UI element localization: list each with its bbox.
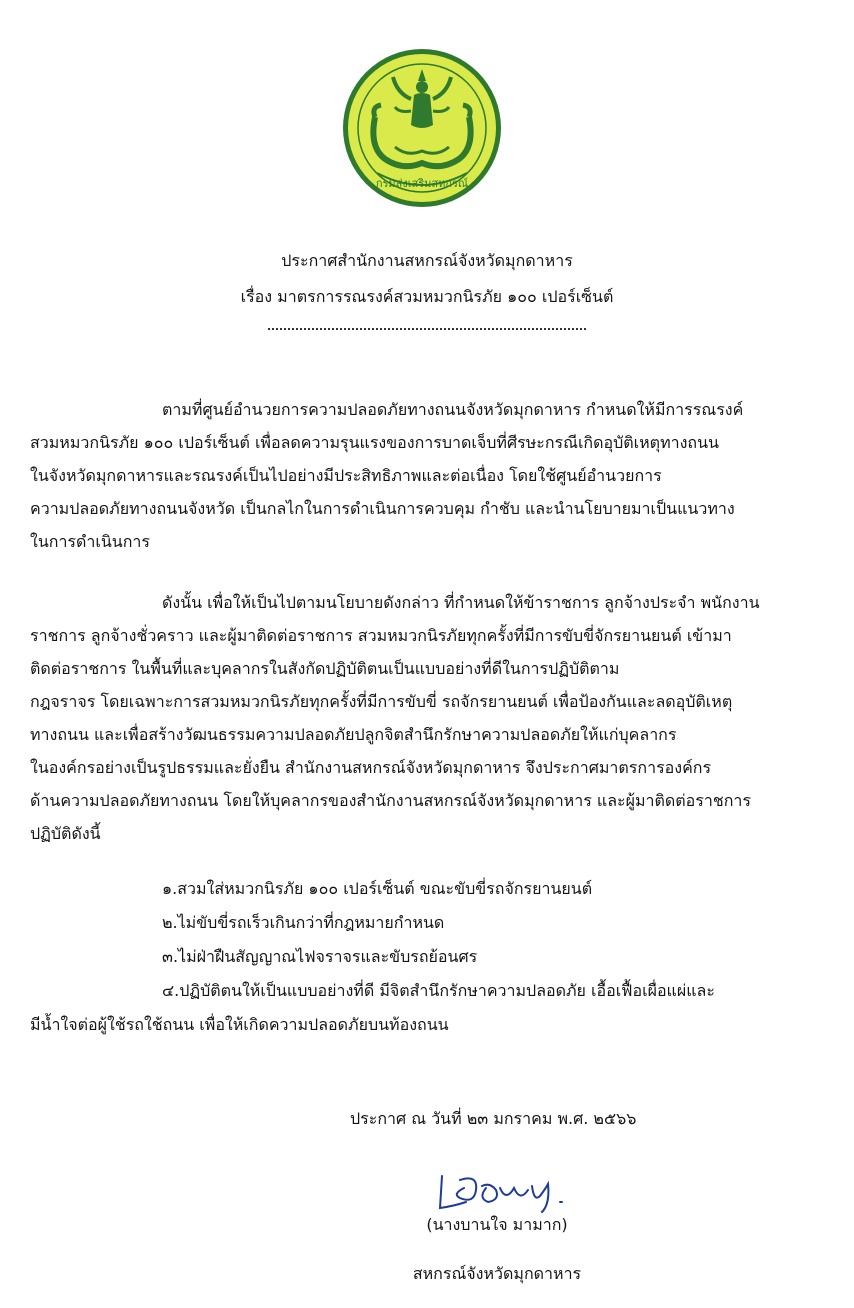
paragraph-line: ความปลอดภัยทางถนนจังหวัด เป็นกลไกในการดำเนินการควบคุม กำชับ และนำนโยบายมาเป็นแนวทาง (30, 499, 735, 518)
list-item: ๓.ไม่ฝ่าฝืนสัญญาณไฟจราจรและขับรถย้อนศร (162, 947, 478, 966)
paragraph-line: ราชการ ลูกจ้างชั่วคราว และผู้มาติดต่อราชการ สวมหมวกนิรภัยทุกครั้งที่มีการขับขี่จักรยานยนต์ เข้ามา (30, 626, 732, 645)
list-item: ๔.ปฏิบัติตนให้เป็นแบบอย่างที่ดี มีจิตสำนึกรักษาความปลอดภัย เอื้อเฟื้อเผื่อแผ่และ (162, 981, 715, 1000)
paragraph-line: ดังนั้น เพื่อให้เป็นไปตามนโยบายดังกล่าว ที่กำหนดให้ข้าราชการ ลูกจ้างประจำ พนักงาน (162, 593, 760, 612)
list-item: ๒.ไม่ขับขี่รถเร็วเกินกว่าที่กฎหมายกำหนด (162, 913, 445, 932)
cooperative-promotion-department-seal-icon (341, 47, 503, 209)
paragraph-line: สวมหมวกนิรภัย ๑๐๐ เปอร์เซ็นต์ เพื่อลดความรุนแรงของการบาดเจ็บที่ศีรษะกรณีเกิดอุบัติเหตุทางถนน (30, 433, 719, 452)
paragraph-line: ตามที่ศูนย์อำนวยการความปลอดภัยทางถนนจังหวัดมุกดาหาร กำหนดให้มีการรณรงค์ (162, 400, 744, 419)
dotted-divider (268, 328, 586, 330)
signer-position: สหกรณ์จังหวัดมุกดาหาร (412, 1264, 582, 1283)
list-item: ๑.สวมใส่หมวกนิรภัย ๑๐๐ เปอร์เซ็นต์ ขณะขับขี่รถจักรยานยนต์ (162, 879, 593, 898)
paragraph-line: ติดต่อราชการ ในพื้นที่และบุคลากรในสังกัดปฏิบัติตนเป็นแบบอย่างที่ดีในการปฏิบัติตาม (30, 659, 620, 678)
paragraph-line: กฎจราจร โดยเฉพาะการสวมหมวกนิรภัยทุกครั้งที่มีการขับขี่ รถจักรยานยนต์ เพื่อป้องกันและลดอุบัติเหตุ (30, 692, 733, 711)
measures-list (30, 872, 810, 1042)
paragraph-line: ปฏิบัติดังนี้ (30, 824, 101, 843)
seal-text: กรมส่งเสริมสหกรณ์ (375, 177, 469, 190)
paragraph-line: ในจังหวัดมุกดาหารและรณรงค์เป็นไปอย่างมีประสิทธิภาพและต่อเนื่อง โดยใช้ศูนย์อำนวยการ (30, 466, 662, 485)
paragraph-intro (30, 393, 810, 558)
announcement-date: ประกาศ ณ วันที่ ๒๓ มกราคม พ.ศ. ๒๕๖๖ (350, 1109, 637, 1128)
paragraph-measures (30, 586, 810, 850)
list-item: มีน้ำใจต่อผู้ใช้รถใช้ถนน เพื่อให้เกิดความปลอดภัยบนท้องถนน (30, 1015, 449, 1034)
handwritten-signature (430, 1168, 580, 1218)
paragraph-line: ด้านความปลอดภัยทางถนน โดยให้บุคลากรของสำนักงานสหกรณ์จังหวัดมุกดาหาร และผู้มาติดต่อราชการ (30, 791, 751, 810)
announcement-title: ประกาศสำนักงานสหกรณ์จังหวัดมุกดาหาร (281, 251, 573, 270)
paragraph-line: ในองค์กรอย่างเป็นรูปธรรมและยั่งยืน สำนักงานสหกรณ์จังหวัดมุกดาหาร จึงประกาศมาตรการองค์กร (30, 758, 712, 777)
signer-name: (นางบานใจ มามาก) (426, 1215, 568, 1234)
paragraph-line: ในการดำเนินการ (30, 532, 150, 551)
paragraph-line: ทางถนน และเพื่อสร้างวัฒนธรรมความปลอดภัยปลูกจิตสำนึกรักษาความปลอดภัยให้แก่บุคลากร (30, 725, 677, 744)
announcement-subject: เรื่อง มาตรการรณรงค์สวมหมวกนิรภัย ๑๐๐ เปอร์เซ็นต์ (240, 287, 614, 306)
department-seal (341, 47, 503, 209)
